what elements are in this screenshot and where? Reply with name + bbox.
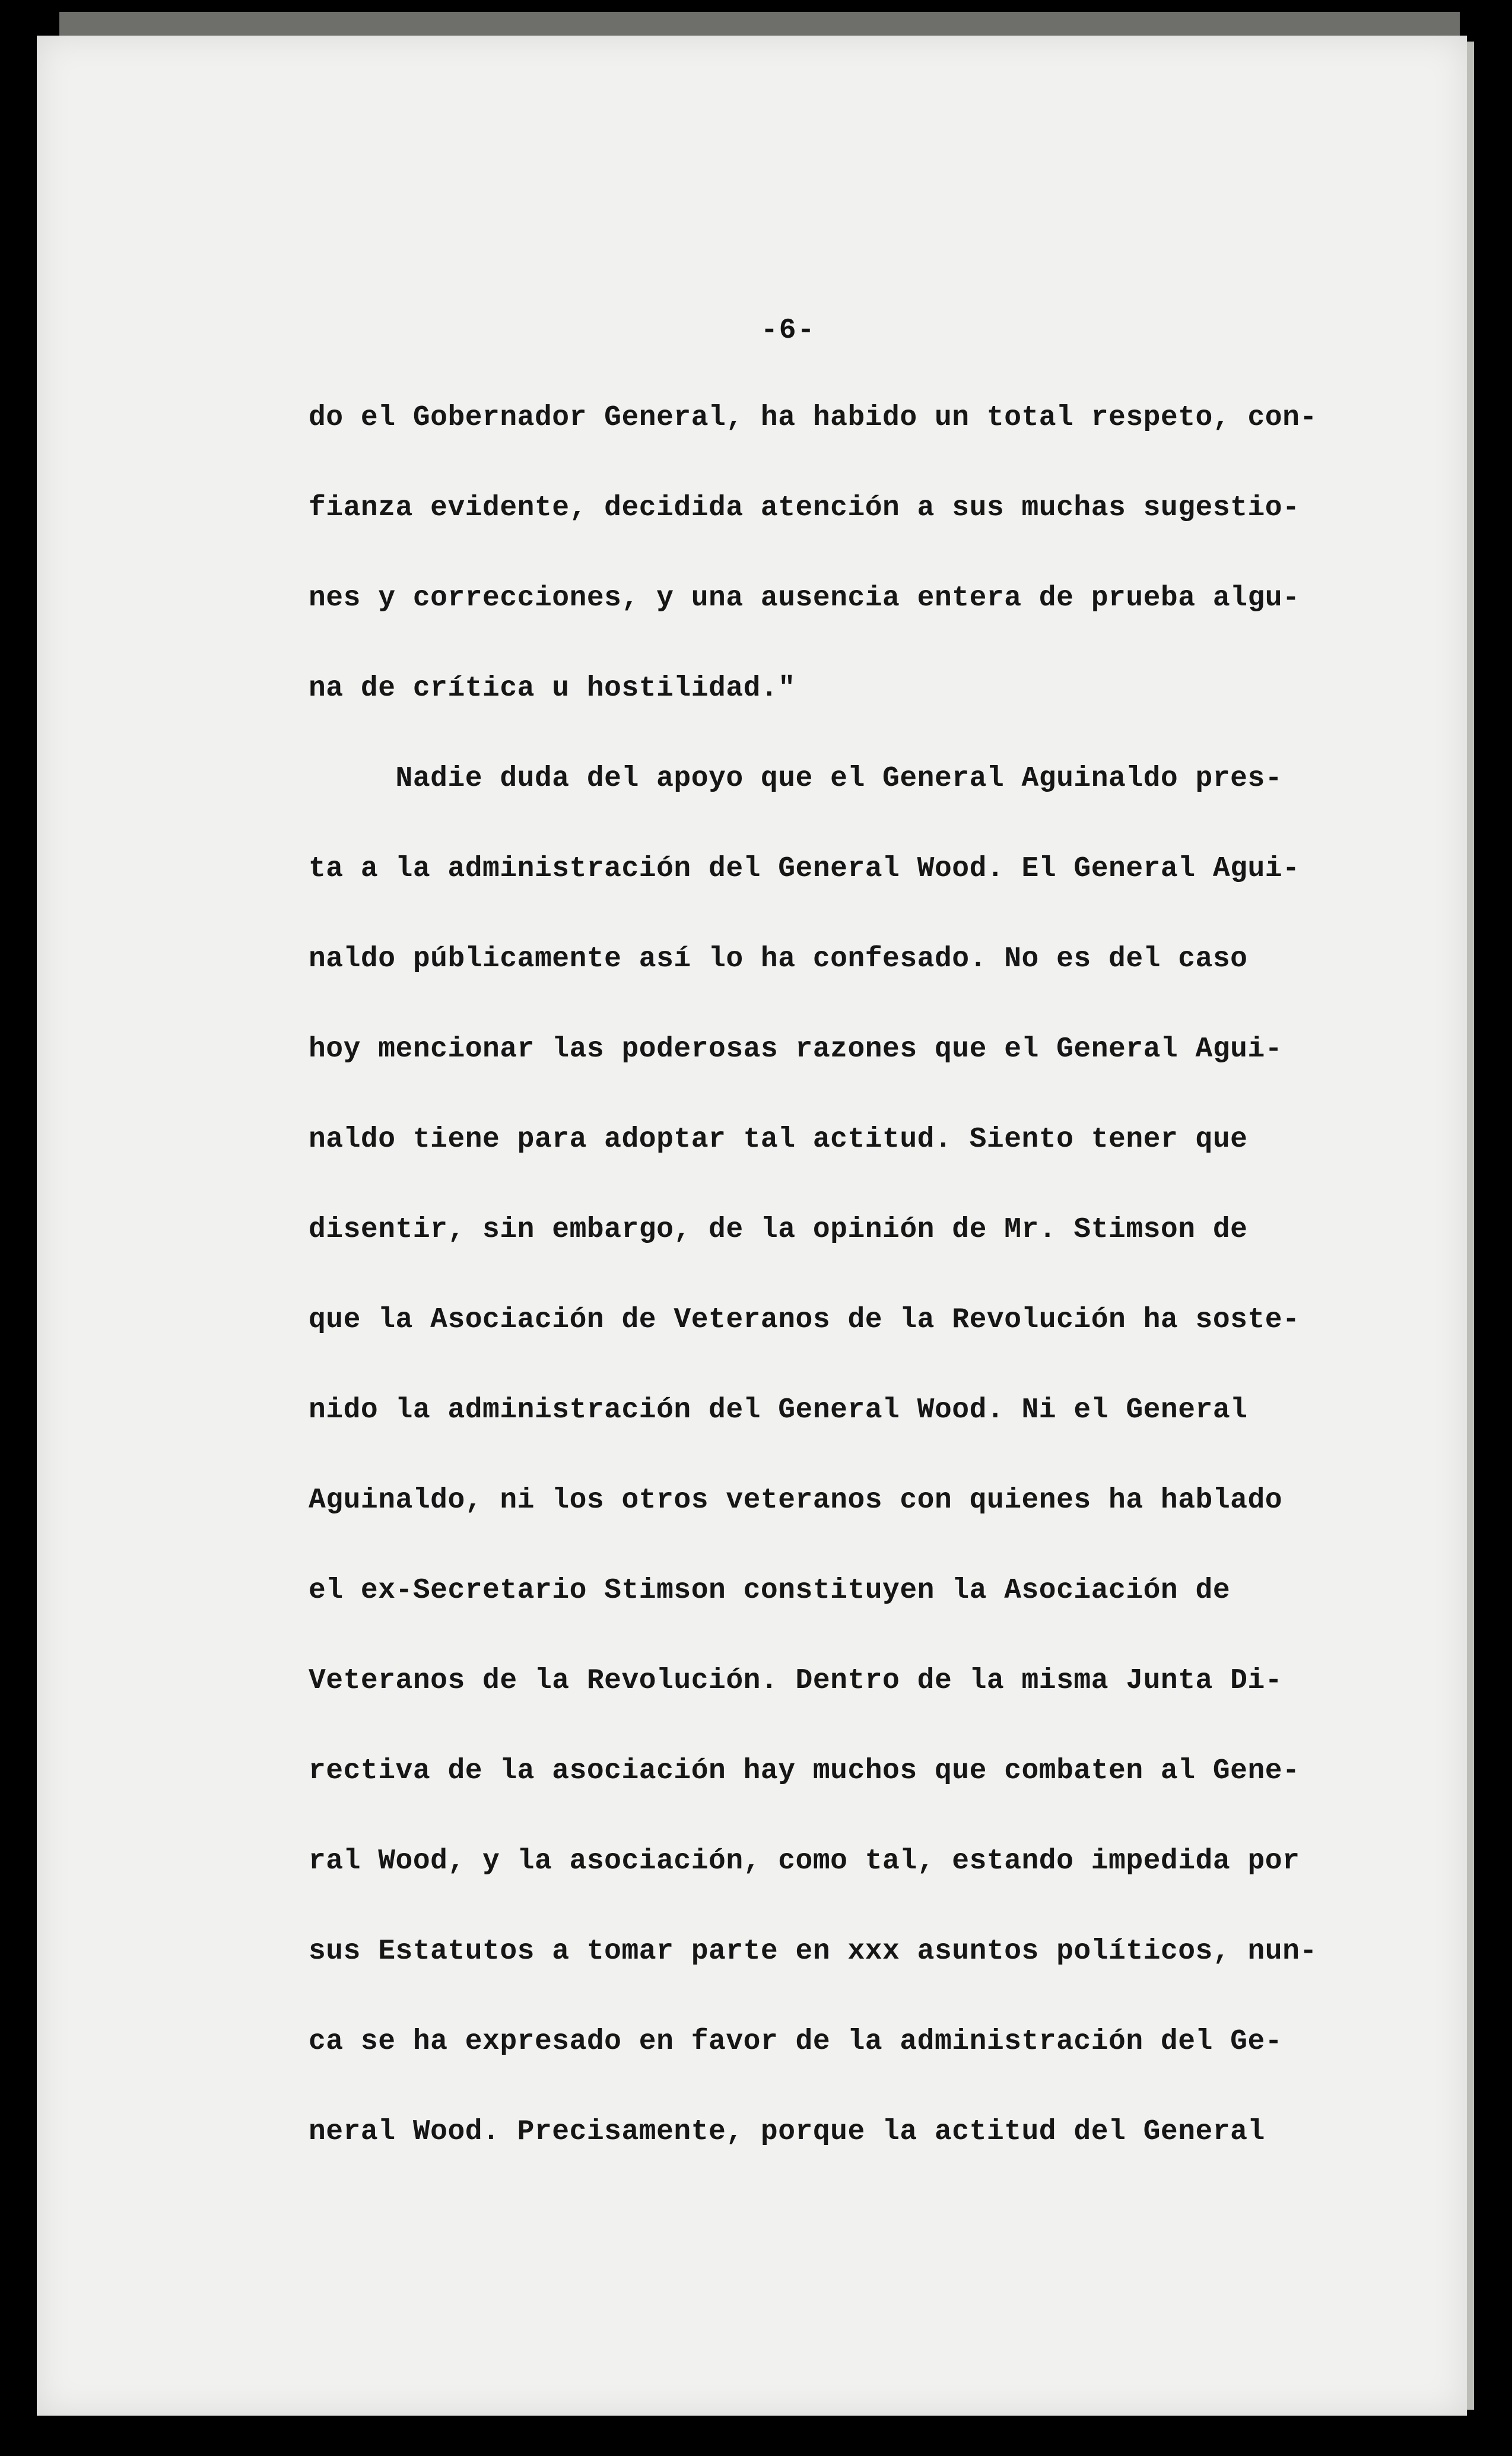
text-line: Nadie duda del apoyo que el General Aguinaldo pres- bbox=[309, 763, 1283, 795]
text-line: na de crítica u hostilidad." bbox=[309, 672, 796, 705]
body-text bbox=[309, 373, 1353, 2177]
text-line: ral Wood, y la asociación, como tal, estando impedida por bbox=[309, 1845, 1300, 1877]
text-line: do el Gobernador General, ha habido un total respeto, con- bbox=[309, 402, 1317, 434]
text-line: el ex-Secretario Stimson constituyen la Asociación de bbox=[309, 1575, 1231, 1607]
page-number: -6- bbox=[761, 315, 816, 347]
text-line: ca se ha expresado en favor de la administración del Ge- bbox=[309, 2026, 1283, 2058]
text-line: ta a la administración del General Wood. El General Agui- bbox=[309, 853, 1300, 885]
text-line: fianza evidente, decidida atención a sus muchas sugestio- bbox=[309, 492, 1300, 524]
text-line: rectiva de la asociación hay muchos que combaten al Gene- bbox=[309, 1755, 1300, 1787]
text-line: Aguinaldo, ni los otros veteranos con quienes ha hablado bbox=[309, 1484, 1283, 1516]
text-line: hoy mencionar las poderosas razones que el General Agui- bbox=[309, 1033, 1283, 1065]
text-line: neral Wood. Precisamente, porque la actitud del General bbox=[309, 2116, 1265, 2148]
text-line: Veteranos de la Revolución. Dentro de la misma Junta Di- bbox=[309, 1665, 1283, 1697]
text-line: nes y correcciones, y una ausencia entera de prueba algu- bbox=[309, 582, 1300, 614]
text-line: naldo públicamente así lo ha confesado. No es del caso bbox=[309, 943, 1248, 975]
text-line: sus Estatutos a tomar parte en xxx asuntos políticos, nun- bbox=[309, 1935, 1317, 1968]
text-line: disentir, sin embargo, de la opinión de Mr. Stimson de bbox=[309, 1214, 1248, 1246]
text-line: nido la administración del General Wood. Ni el General bbox=[309, 1394, 1248, 1426]
text-line: que la Asociación de Veteranos de la Revolución ha soste- bbox=[309, 1304, 1300, 1336]
text-line: naldo tiene para adoptar tal actitud. Siento tener que bbox=[309, 1124, 1248, 1156]
